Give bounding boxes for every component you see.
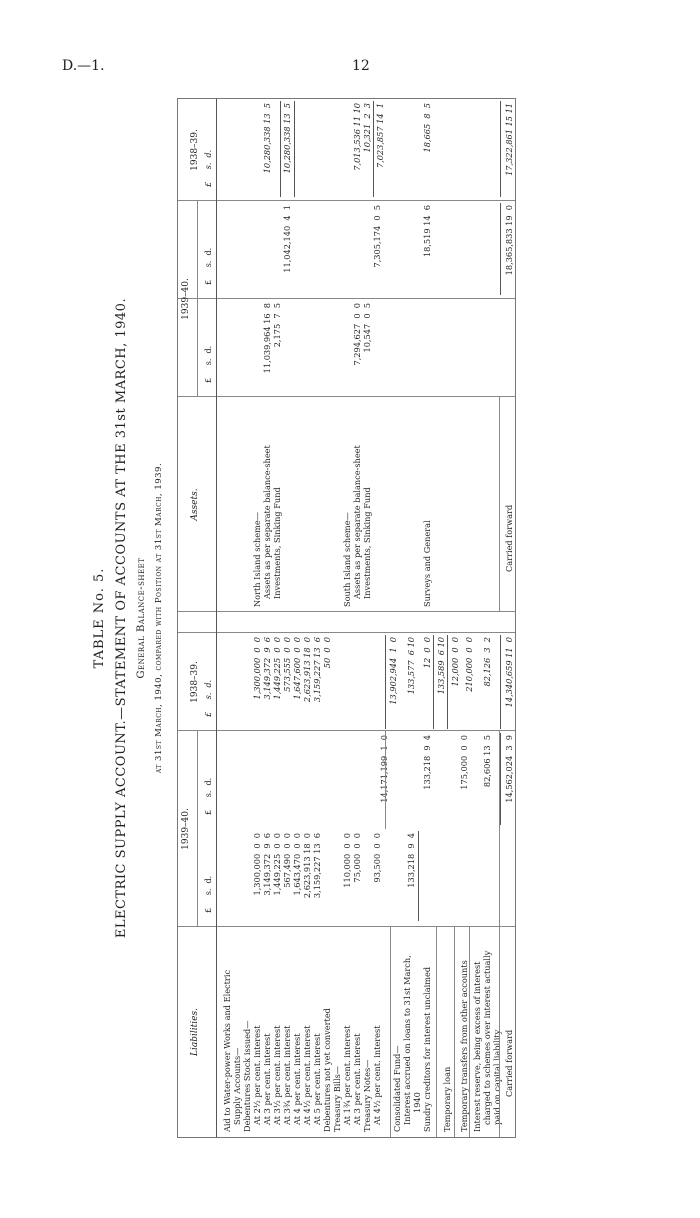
- page-number: 12: [352, 58, 370, 74]
- liab-label: Debentures not yet converted: [322, 1008, 332, 1132]
- asset-label: Investments, Sinking Fund: [272, 487, 282, 599]
- liab-label: Sundry creditors for interest unclaimed: [422, 966, 432, 1132]
- asset-prev-carried-forward: 17,322,861 15 11: [504, 103, 514, 176]
- liab-amount: 133,218 9 4: [406, 833, 416, 888]
- subtitle: General Balance-sheet: [136, 557, 147, 679]
- liab-label: Supply Accounts—: [232, 1047, 242, 1125]
- asset-prev-amount: 10,321 2 3: [362, 103, 372, 153]
- liab-label: 1940: [412, 1092, 422, 1113]
- liab-amount: 3,159,227 13 6: [312, 833, 322, 899]
- liab-prev-amount: 12,000 0 0: [450, 637, 460, 687]
- asset-amount: 2,175 7 5: [272, 303, 282, 348]
- liab-label: At 3 per cent. interest: [352, 1033, 362, 1125]
- units-label: £ s. d.: [204, 247, 213, 285]
- liab-prev-carried-forward: 14,340,659 11 0: [504, 637, 514, 708]
- liab-label: Interest accrued on loans to 31st March,: [402, 955, 412, 1125]
- liab-prev-amount: 573,555 0 0: [282, 637, 292, 692]
- liab-label: At 1¾ per cent. interest: [342, 1025, 352, 1125]
- asset-prev-total: 7,023,857 14 1: [375, 103, 385, 169]
- liab-total: 133,218 9 4: [422, 735, 432, 790]
- asset-amount: 7,294,627 0 0: [352, 303, 362, 366]
- date-line: at 31st March, 1940, compared with Position at 31st March, 1939.: [154, 462, 164, 774]
- liab-label: Treasury Notes—: [362, 1059, 372, 1132]
- liab-label: At 4 per cent. interest: [292, 1033, 302, 1125]
- liab-amount: 75,000 0 0: [352, 833, 362, 883]
- liab-label: Carried forward: [504, 1029, 514, 1097]
- liab-prev-amount: 1,449,225 0 0: [272, 637, 282, 700]
- liab-label: paid on capital liability: [492, 1029, 502, 1125]
- liab-label: Aid to Water-power Works and Electric: [222, 969, 232, 1132]
- liab-prev-amount: 1,647,600 0 0: [292, 637, 302, 700]
- units-label: £ s. d.: [204, 149, 213, 187]
- liab-prev-amount: 12 0 0: [422, 637, 432, 669]
- asset-prev-total: 10,280,338 13 5: [282, 103, 292, 174]
- units-label: £ s. d.: [204, 875, 213, 913]
- liab-amount: 3,149,372 9 6: [262, 833, 272, 896]
- asset-prev-amount: 10,280,338 13 5: [262, 103, 272, 174]
- liab-amount: 110,000 0 0: [342, 833, 352, 888]
- asset-total: 7,305,174 0 5: [372, 205, 382, 268]
- liab-label: At 4½ per cent. interest: [372, 1025, 382, 1125]
- liab-label: At 4½ per cent. interest: [302, 1025, 312, 1125]
- asset-amount: 10,547 0 5: [362, 303, 372, 353]
- liab-carried-forward: 14,562,024 3 9: [504, 735, 514, 803]
- main-title: ELECTRIC SUPPLY ACCOUNT.—STATEMENT OF ACCOUNTS AT THE 31st MARCH, 1940.: [114, 297, 129, 939]
- asset-year-1940-header: 1939–40.: [181, 278, 191, 320]
- asset-prev-amount: 7,013,536 11 10: [352, 103, 362, 171]
- liab-prev-total: 13,902,944 1 0: [388, 637, 398, 705]
- balance-sheet-table: [177, 98, 516, 1138]
- liab-label: charged to schemes over interest actually: [482, 950, 492, 1125]
- liab-prev-amount: 3,149,372 9 6: [262, 637, 272, 700]
- liabilities-header: Liabilities.: [190, 1008, 200, 1056]
- liab-prev-amount: 50 0 0: [322, 637, 332, 669]
- asset-label: Carried forward: [504, 504, 514, 572]
- units-label: £ s. d.: [204, 679, 213, 717]
- liab-amount: 93,500 0 0: [372, 833, 382, 883]
- asset-prev-amount: 18,665 8 5: [422, 103, 432, 153]
- liab-amount: 1,300,000 0 0: [252, 833, 262, 896]
- asset-label: North Island scheme—: [252, 512, 262, 607]
- liab-label: At 2½ per cent. interest: [252, 1025, 262, 1125]
- liab-amount: 175,000 0 0: [459, 735, 469, 790]
- liab-prev-amount: 1,300,000 0 0: [252, 637, 262, 700]
- units-label: £ s. d.: [204, 777, 213, 815]
- asset-amount: 11,039,964 16 8: [262, 303, 272, 374]
- liab-prev-amount: 210,000 0 0: [464, 637, 474, 692]
- liab-total: 14,171,199 1 0: [379, 735, 389, 803]
- liab-amount: 2,623,913 18 0: [302, 833, 312, 899]
- asset-carried-forward: 18,365,833 19 0: [504, 205, 514, 276]
- liab-label: At 5 per cent. interest: [312, 1033, 322, 1125]
- liab-prev-amount: 3,159,227 13 6: [312, 637, 322, 703]
- liab-label: Temporary loan: [442, 1066, 452, 1132]
- liab-label: Temporary transfers from other accounts: [459, 960, 469, 1132]
- asset-amount: 18,519 14 6: [422, 205, 432, 258]
- liab-amount: 1,643,470 0 0: [292, 833, 302, 896]
- liab-label: Interest reserve, being excess of interest: [472, 961, 482, 1132]
- liab-label: Treasury Bills—: [332, 1066, 342, 1132]
- liab-label: Debentures Stock issued—: [242, 1020, 252, 1132]
- liab-year-1939-header: 1938–39.: [190, 661, 200, 703]
- liab-label: At 3¾ per cent. interest: [282, 1025, 292, 1125]
- asset-label: Investments, Sinking Fund: [362, 487, 372, 599]
- asset-label: Assets as per separate balance-sheet: [352, 445, 362, 599]
- liab-amount: 82,606 13 5: [482, 735, 492, 788]
- liab-label: Consolidated Fund—: [392, 1045, 402, 1132]
- liab-prev-amount: 2,623,913 18 0: [302, 637, 312, 703]
- asset-label: Assets as per separate balance-sheet: [262, 445, 272, 599]
- liab-label: At 3 per cent. interest: [262, 1033, 272, 1125]
- table-number: TABLE No. 5.: [92, 567, 107, 669]
- assets-header: Assets.: [190, 488, 200, 521]
- asset-label: South Island scheme—: [342, 512, 352, 607]
- document-reference: D.—1.: [62, 58, 105, 74]
- liab-prev-amount: 133,577 6 10: [406, 637, 416, 695]
- asset-total: 11,042,140 4 1: [282, 205, 292, 273]
- liab-prev-amount: 82,126 3 2: [482, 637, 492, 687]
- units-label: £ s. d.: [204, 345, 213, 383]
- asset-label: Surveys and General: [422, 520, 432, 607]
- liab-label: At 3½ per cent. interest: [272, 1025, 282, 1125]
- liab-year-1940-header: 1939–40.: [181, 808, 191, 850]
- liab-amount: 567,490 0 0: [282, 833, 292, 888]
- liab-amount: 1,449,225 0 0: [272, 833, 282, 896]
- rotated-page: [86, 98, 536, 1138]
- liab-prev-total: 133,589 6 10: [436, 637, 446, 695]
- asset-year-1939-header: 1938–39.: [190, 129, 200, 171]
